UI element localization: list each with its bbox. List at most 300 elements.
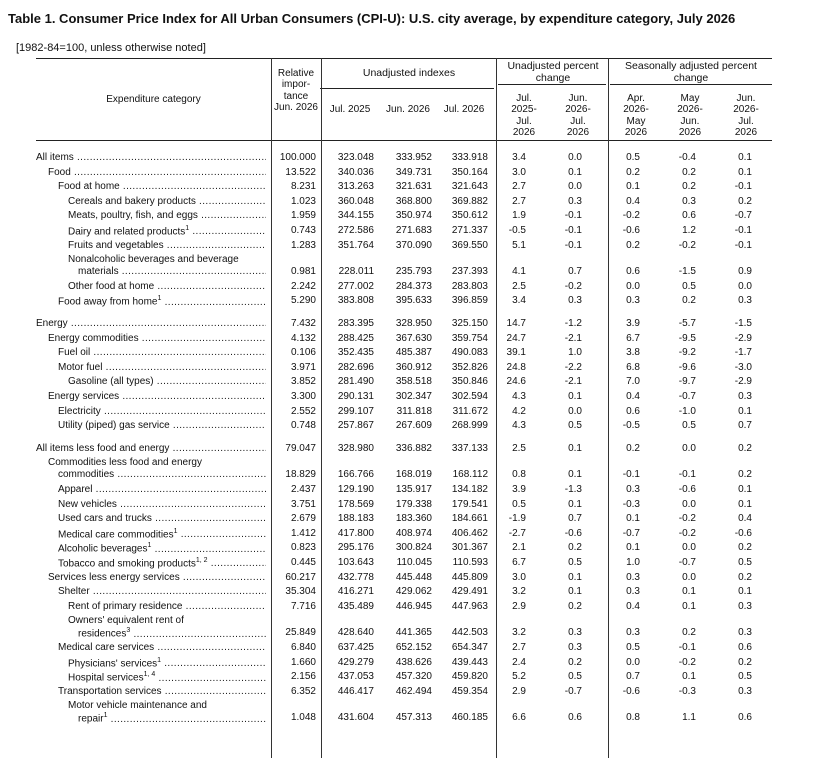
cell-value: -0.1 — [734, 225, 752, 236]
table-row — [36, 181, 772, 195]
row-label-text: residences — [78, 628, 127, 640]
cell-value: 437.053 — [337, 671, 374, 683]
table-row — [36, 318, 772, 332]
table-row — [36, 586, 772, 600]
cell-value: 0.2 — [626, 239, 640, 251]
cell-value: -0.6 — [622, 685, 640, 697]
cell-value: 3.9 — [626, 318, 640, 329]
footnote-marker: 1, 4 — [143, 671, 156, 679]
row-label-text: Alcoholic beverages — [58, 543, 148, 555]
cell-value: -0.1 — [678, 469, 696, 481]
row-label — [58, 557, 266, 569]
cell-value: 183.360 — [395, 513, 432, 525]
cell-value: 179.338 — [395, 498, 432, 510]
cell-value: 129.190 — [337, 484, 374, 495]
cell-value: 1.9 — [512, 210, 526, 222]
footnote-marker: 1 — [157, 295, 162, 303]
cell-value: 0.3 — [568, 295, 582, 307]
cell-value: 0.3 — [738, 685, 752, 697]
cell-value: 134.182 — [451, 484, 488, 495]
cell-value: -0.2 — [564, 280, 582, 292]
row-label-text: Food at home — [58, 181, 120, 193]
cell-value: -0.1 — [564, 225, 582, 236]
cell-value: 188.183 — [337, 513, 374, 525]
row-label — [58, 420, 266, 431]
row-label-text: Motor fuel — [58, 361, 103, 373]
row-label — [48, 572, 266, 583]
cell-value: 0.4 — [626, 600, 640, 612]
cell-value: 321.643 — [451, 181, 488, 193]
table-row — [36, 420, 772, 434]
table-row — [36, 657, 772, 671]
cell-value: 281.490 — [337, 376, 374, 388]
row-label-text: Energy services — [48, 391, 120, 402]
cell-value: 0.2 — [738, 442, 752, 454]
cell-value: 0.0 — [568, 152, 582, 163]
cell-value: 2.437 — [290, 484, 316, 495]
cell-value: -2.9 — [734, 376, 752, 388]
row-label-text: Gasoline (all types) — [68, 376, 154, 388]
row-label — [68, 657, 266, 669]
cell-value: 0.0 — [568, 405, 582, 417]
cell-value: 35.304 — [285, 586, 316, 598]
row-label-text: materials — [78, 266, 119, 278]
row-label — [36, 152, 266, 163]
cell-value: 0.5 — [738, 557, 752, 568]
cell-value: 350.974 — [395, 210, 432, 222]
table-row — [36, 225, 772, 239]
cell-value: 429.062 — [395, 586, 432, 598]
cell-value: 445.448 — [395, 571, 432, 583]
cell-value: 282.696 — [337, 361, 374, 373]
page-title: Table 1. Consumer Price Index for All Urban Consumers (CPI-U): U.S. city average, by expenditure category, July 2026 — [8, 11, 736, 26]
cell-value: 1.048 — [290, 712, 316, 724]
footnote-marker: 3 — [126, 627, 131, 635]
cell-value: 103.643 — [337, 557, 374, 568]
cell-value: 0.1 — [626, 542, 640, 554]
row-label — [68, 281, 266, 292]
cell-value: 337.133 — [451, 442, 488, 454]
cell-value: 441.365 — [395, 627, 432, 639]
cell-value: 6.6 — [512, 712, 526, 724]
row-label — [58, 347, 266, 358]
table-row — [36, 686, 772, 700]
cell-value: 429.491 — [451, 586, 488, 598]
table-row — [36, 362, 772, 376]
table-row — [36, 642, 772, 656]
cell-value: 445.809 — [451, 571, 488, 583]
row-label — [78, 266, 266, 277]
cell-value: 396.859 — [451, 295, 488, 307]
cell-value: 0.6 — [738, 712, 752, 724]
table-row — [36, 376, 772, 390]
table-row — [36, 167, 772, 181]
cell-value: 3.8 — [626, 347, 640, 359]
row-label-line1: Owners' equivalent rent of — [68, 615, 184, 627]
cell-value: 3.852 — [290, 376, 316, 388]
cell-value: 25.849 — [285, 627, 316, 639]
cell-value: 311.818 — [396, 405, 432, 417]
footnote-marker: 1 — [173, 527, 178, 535]
row-label-line1: Nonalcoholic beverages and beverage — [68, 254, 239, 266]
cell-value: 0.1 — [568, 469, 582, 481]
cell-value: 1.0 — [626, 557, 640, 568]
table-row — [36, 627, 772, 641]
row-label — [58, 406, 266, 417]
row-label — [48, 167, 266, 178]
cell-value: 336.882 — [395, 442, 432, 454]
row-label-text: Energy commodities — [48, 332, 139, 344]
cell-value: -2.7 — [508, 527, 526, 539]
cell-value: 0.1 — [738, 405, 752, 417]
header-unadjusted-percent-change: Unadjusted percent change — [507, 60, 599, 84]
row-label-text: Food — [48, 166, 71, 178]
table-row — [36, 712, 772, 726]
row-label-text: All items less food and energy — [36, 442, 170, 454]
header-top-rule — [36, 58, 772, 59]
cell-value: 3.2 — [512, 586, 526, 598]
cell-value: 24.6 — [506, 376, 526, 388]
cell-value: 0.3 — [626, 571, 640, 583]
cell-value: 460.185 — [451, 712, 488, 724]
cell-value: 360.912 — [395, 361, 432, 373]
row-label — [36, 318, 266, 329]
row-label-text: New vehicles — [58, 498, 117, 510]
cell-value: 0.5 — [682, 420, 696, 432]
table-row — [36, 499, 772, 513]
table-row — [36, 240, 772, 254]
row-label — [78, 627, 266, 639]
cell-value: 429.279 — [337, 656, 374, 668]
cell-value: -0.1 — [734, 239, 752, 251]
row-label-text: Dairy and related products — [68, 226, 186, 238]
table-row — [36, 196, 772, 210]
cell-value: 14.7 — [506, 318, 526, 329]
cell-value: 0.3 — [738, 600, 752, 612]
row-label-text: Hospital services — [68, 672, 144, 684]
cell-value: 462.494 — [395, 685, 432, 697]
cell-value: 0.1 — [568, 586, 582, 598]
row-label — [58, 513, 266, 524]
cell-value: 0.7 — [738, 420, 752, 432]
row-label-text: Services less energy services — [48, 571, 180, 583]
cell-value: 0.3 — [568, 195, 582, 207]
cell-value: 0.0 — [626, 280, 640, 292]
cell-value: 0.7 — [568, 266, 582, 278]
cell-value: -2.2 — [564, 361, 582, 373]
cell-value: -0.2 — [678, 656, 696, 668]
cell-value: 0.0 — [568, 181, 582, 193]
row-label — [68, 376, 266, 387]
cell-value: 3.0 — [512, 571, 526, 583]
row-label — [58, 542, 266, 554]
cell-value: 7.432 — [290, 318, 316, 329]
cell-value: 79.047 — [285, 442, 316, 454]
col-header: May 2026- Jun. 2026 — [677, 93, 703, 139]
cell-value: 1.2 — [682, 225, 696, 236]
cell-value: 1.0 — [568, 347, 582, 359]
cell-value: 439.443 — [451, 656, 488, 668]
cell-value: 367.630 — [395, 332, 432, 344]
cell-value: 485.387 — [395, 347, 432, 359]
cell-value: 178.569 — [337, 498, 374, 510]
cell-value: -0.7 — [678, 391, 696, 402]
cell-value: -1.3 — [564, 484, 582, 495]
cell-value: 4.1 — [512, 266, 526, 278]
col-header: Jul. 2025- Jul. 2026 — [511, 93, 537, 139]
cell-value: 3.4 — [512, 295, 526, 307]
cell-value: 2.5 — [512, 442, 526, 454]
table-row — [36, 347, 772, 361]
cell-value: 0.3 — [626, 484, 640, 495]
row-label-text: Medical care services — [58, 642, 155, 653]
cell-value: 237.393 — [451, 266, 488, 278]
cell-value: 2.9 — [512, 600, 526, 612]
cell-value: 0.3 — [682, 195, 696, 207]
cell-value: 417.800 — [337, 527, 374, 539]
cell-value: 0.6 — [682, 210, 696, 222]
cell-value: 459.354 — [451, 685, 488, 697]
row-label-text: Fuel oil — [58, 347, 91, 359]
row-label-text: repair — [78, 713, 104, 725]
table-row — [36, 266, 772, 280]
cell-value: -0.1 — [734, 181, 752, 193]
cell-value: 284.373 — [395, 280, 432, 292]
cell-value: 24.8 — [506, 361, 526, 373]
row-label — [68, 601, 266, 612]
cell-value: 179.541 — [451, 498, 488, 510]
cell-value: 457.320 — [395, 671, 432, 683]
cell-value: 0.5 — [568, 557, 582, 568]
cell-value: 0.2 — [568, 542, 582, 554]
table-row — [36, 484, 772, 498]
cell-value: 435.489 — [337, 600, 374, 612]
cell-value: 0.6 — [626, 266, 640, 278]
cell-value: 383.808 — [337, 295, 374, 307]
cell-value: 0.3 — [738, 295, 752, 307]
row-label-text: Cereals and bakery products — [68, 195, 196, 207]
cell-value: 349.731 — [395, 166, 432, 178]
cell-value: -0.7 — [622, 527, 640, 539]
table-row — [36, 295, 772, 309]
cell-value: 0.2 — [682, 295, 696, 307]
header-unadjusted-indexes: Unadjusted indexes — [362, 67, 456, 79]
cell-value: 358.518 — [395, 376, 432, 388]
table-row — [36, 281, 772, 295]
row-label — [58, 295, 266, 307]
cell-value: 328.950 — [395, 318, 432, 329]
cell-value: -0.2 — [678, 239, 696, 251]
cell-value: 4.2 — [512, 405, 526, 417]
cell-value: 447.963 — [451, 600, 488, 612]
cell-value: -0.4 — [678, 152, 696, 163]
cell-value: 0.9 — [738, 266, 752, 278]
cell-value: -0.6 — [734, 527, 752, 539]
cell-value: -1.2 — [564, 318, 582, 329]
cell-value: 350.612 — [451, 210, 488, 222]
footnote-marker: 1 — [103, 712, 108, 720]
cell-value: 0.0 — [626, 656, 640, 668]
cell-value: 0.5 — [682, 280, 696, 292]
cell-value: 0.0 — [738, 280, 752, 292]
cell-value: 18.829 — [285, 469, 316, 481]
cell-value: 0.8 — [512, 469, 526, 481]
cell-value: 6.352 — [290, 685, 316, 697]
cell-value: 652.152 — [395, 642, 432, 653]
cell-value: 2.7 — [512, 642, 526, 653]
cell-value: 0.3 — [568, 642, 582, 653]
table-row — [36, 542, 772, 556]
row-label — [68, 210, 266, 221]
cell-value: -0.1 — [678, 642, 696, 653]
cell-value: 8.231 — [290, 181, 316, 193]
footnote-marker: 1 — [147, 542, 152, 550]
cell-value: -0.6 — [622, 225, 640, 236]
cell-value: 100.000 — [279, 152, 316, 163]
cell-value: -1.5 — [678, 266, 696, 278]
cell-value: 6.8 — [626, 361, 640, 373]
cell-value: 0.1 — [738, 586, 752, 598]
cell-value: 2.679 — [290, 513, 316, 525]
cell-value: 637.425 — [337, 642, 374, 653]
unadj-pct-group-rule — [498, 84, 606, 85]
header-relative-importance: Relative impor- tance Jun. 2026 — [274, 68, 318, 114]
cell-value: 268.999 — [451, 420, 488, 432]
cell-value: 352.435 — [337, 347, 374, 359]
cell-value: 370.090 — [395, 239, 432, 251]
cell-value: -1.7 — [734, 347, 752, 359]
cell-value: 4.132 — [290, 332, 316, 344]
cell-value: 0.6 — [738, 642, 752, 653]
cell-value: 0.1 — [568, 391, 582, 402]
row-label — [68, 225, 266, 237]
row-label — [68, 240, 266, 251]
cell-value: -9.6 — [678, 361, 696, 373]
cell-value: 6.840 — [290, 642, 316, 653]
cell-value: 3.0 — [512, 166, 526, 178]
row-label-text: Physicians' services — [68, 657, 158, 669]
cell-value: 0.6 — [568, 712, 582, 724]
cell-value: 0.5 — [512, 498, 526, 510]
table-row — [36, 528, 772, 542]
cell-value: 302.594 — [451, 391, 488, 402]
table-row — [36, 671, 772, 685]
cell-value: 1.1 — [682, 712, 696, 724]
cell-value: 350.846 — [451, 376, 488, 388]
cell-value: 5.1 — [512, 239, 526, 251]
table-row — [36, 333, 772, 347]
cell-value: 288.425 — [337, 332, 374, 344]
cell-value: 328.980 — [337, 442, 374, 454]
cell-value: 0.2 — [626, 442, 640, 454]
row-label — [78, 712, 266, 724]
cell-value: 39.1 — [506, 347, 526, 359]
cell-value: 0.1 — [738, 498, 752, 510]
cell-value: 6.7 — [626, 332, 640, 344]
cell-value: -0.7 — [734, 210, 752, 222]
cell-value: 271.337 — [451, 225, 488, 236]
row-label — [48, 333, 266, 344]
cell-value: 432.778 — [337, 571, 374, 583]
table-row — [36, 391, 772, 405]
cell-value: 442.503 — [451, 627, 488, 639]
cell-value: 3.300 — [290, 391, 316, 402]
row-label — [58, 686, 266, 697]
cell-value: 110.593 — [452, 557, 488, 568]
cell-value: 166.766 — [337, 469, 374, 481]
row-label — [58, 499, 266, 510]
row-label-text: commodities — [58, 469, 115, 481]
cell-value: -0.2 — [622, 210, 640, 222]
table-row — [36, 513, 772, 527]
cell-value: 0.4 — [626, 195, 640, 207]
cell-value: 446.417 — [337, 685, 374, 697]
row-label-text: Apparel — [58, 484, 93, 495]
cell-value: 0.3 — [738, 627, 752, 639]
cell-value: 0.2 — [682, 166, 696, 178]
cell-value: 0.2 — [738, 656, 752, 668]
cell-value: 321.631 — [395, 181, 432, 193]
cell-value: 228.011 — [338, 266, 374, 278]
table-row — [36, 152, 772, 166]
cell-value: 0.1 — [568, 571, 582, 583]
cell-value: 7.0 — [626, 376, 640, 388]
col-header: Apr. 2026- May 2026 — [623, 93, 649, 139]
cell-value: 0.5 — [568, 671, 582, 683]
cell-value: 0.1 — [738, 166, 752, 178]
row-label-text: Electricity — [58, 405, 101, 417]
header-bottom-rule — [36, 140, 772, 141]
table-row — [36, 443, 772, 457]
cell-value: 344.155 — [337, 210, 374, 222]
cell-value: 271.683 — [395, 225, 432, 236]
cell-value: 0.445 — [290, 557, 316, 568]
cell-value: 459.820 — [451, 671, 488, 683]
cell-value: -0.1 — [622, 469, 640, 481]
cell-value: 0.2 — [738, 195, 752, 207]
cell-value: 267.609 — [395, 420, 432, 432]
row-label-text: Other food at home — [68, 280, 155, 292]
cell-value: 0.5 — [626, 642, 640, 653]
cell-value: 0.2 — [568, 656, 582, 668]
sa-group-rule — [610, 84, 772, 85]
cell-value: 24.7 — [506, 332, 526, 344]
cell-value: 5.2 — [512, 671, 526, 683]
row-label — [58, 181, 266, 192]
cell-value: 2.552 — [290, 405, 316, 417]
cell-value: 0.106 — [290, 347, 316, 359]
cell-value: 277.002 — [337, 280, 374, 292]
cell-value: 0.7 — [568, 513, 582, 525]
cell-value: 351.764 — [337, 239, 374, 251]
cell-value: 0.0 — [682, 442, 696, 454]
cell-value: -0.2 — [678, 527, 696, 539]
cell-value: 283.803 — [451, 280, 488, 292]
cell-value: 257.867 — [337, 420, 374, 432]
header-category: Expenditure category — [106, 94, 201, 105]
row-label — [36, 443, 266, 454]
row-label — [58, 484, 266, 495]
cell-value: 0.3 — [568, 627, 582, 639]
cell-value: 350.164 — [451, 166, 488, 178]
cell-value: 4.3 — [512, 420, 526, 432]
cell-value: -3.0 — [734, 361, 752, 373]
row-label-text: Meats, poultry, fish, and eggs — [68, 210, 198, 222]
cell-value: 0.1 — [738, 152, 752, 163]
cell-value: 0.1 — [626, 513, 640, 525]
cell-value: 0.0 — [682, 542, 696, 554]
cell-value: 283.395 — [337, 318, 374, 329]
